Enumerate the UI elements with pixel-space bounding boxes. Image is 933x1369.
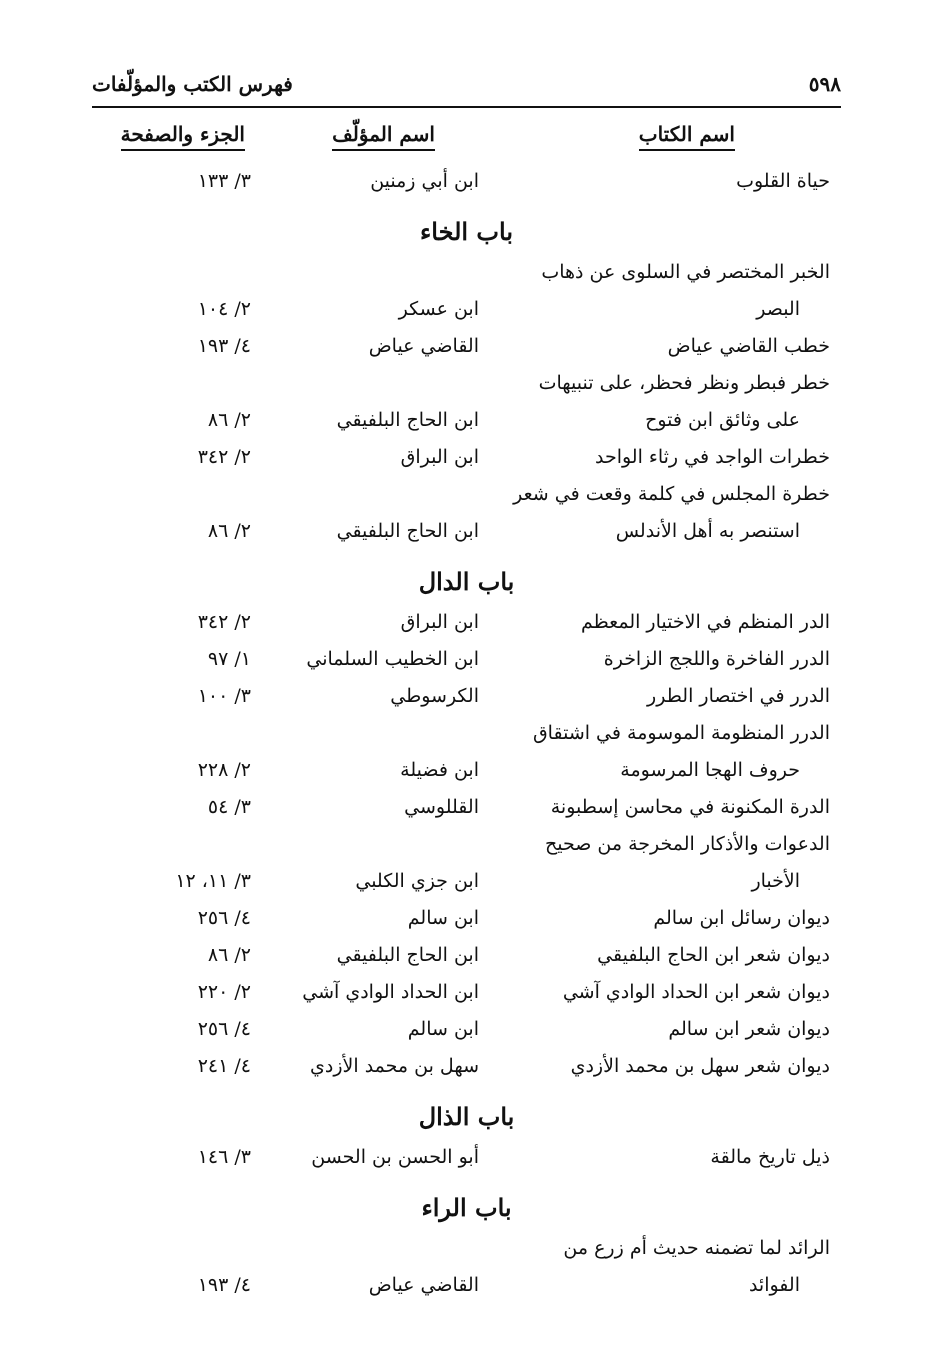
author-name: القاضي عياض — [368, 1274, 479, 1296]
author-name: ابن سالم — [407, 907, 479, 929]
book-title: الدر المنظم في الاختيار المعظم — [580, 611, 830, 633]
book-title: خطر فبطر ونظر فحظر، على تنبيهات — [538, 372, 830, 394]
book-title: حروف الهجا المرسومة — [620, 759, 800, 781]
section-heading: باب الخاء — [419, 217, 513, 246]
index-entry-row — [0, 794, 933, 831]
author-name: سهل بن محمد الأزدي — [310, 1055, 479, 1077]
volume-page: ٢/ ٢٢٠ — [197, 981, 251, 1003]
author-name: الكرسوطي — [390, 685, 479, 707]
index-entry-row — [0, 296, 933, 333]
volume-page: ٢/ ٨٦ — [207, 409, 251, 431]
index-entry-row — [0, 1016, 933, 1053]
index-entry-row — [0, 1272, 933, 1309]
column-header-author: اسم المؤلّف — [332, 122, 435, 151]
author-name: ابن جزي الكلبي — [355, 870, 479, 892]
book-title: الأخبار — [751, 870, 800, 892]
book-title: خطرات الواجد في رثاء الواحد — [594, 446, 830, 468]
volume-page: ١/ ٩٧ — [207, 648, 251, 670]
book-title: ذيل تاريخ مالقة — [710, 1146, 830, 1168]
volume-page: ٢/ ١٠٤ — [197, 298, 251, 320]
volume-page: ٣/ ١٠٠ — [197, 685, 251, 707]
volume-page: ٢/ ٣٤٢ — [197, 611, 251, 633]
volume-page: ٣/ ١٤٦ — [197, 1146, 251, 1168]
book-title: استنصر به أهل الأندلس — [615, 520, 800, 542]
section-heading: باب الراء — [421, 1193, 512, 1222]
volume-page: ٢/ ٨٦ — [207, 944, 251, 966]
index-entry-row — [0, 942, 933, 979]
book-title: على وثائق ابن فتوح — [645, 409, 800, 431]
index-entry-row — [0, 481, 933, 518]
author-name: ابن الخطيب السلماني — [306, 648, 479, 670]
index-entry-row — [0, 518, 933, 555]
book-title: ديوان شعر ابن سالم — [668, 1018, 830, 1040]
book-title: ديوان رسائل ابن سالم — [653, 907, 830, 929]
volume-page: ٢/ ٢٢٨ — [197, 759, 251, 781]
book-title: حياة القلوب — [736, 170, 830, 192]
section-heading: باب الدال — [418, 567, 515, 596]
index-entry-row — [0, 1144, 933, 1181]
book-title: ديوان شعر ابن الحاج البلفيقي — [597, 944, 830, 966]
book-title: الرائد لما تضمنه حديث أم زرع من — [563, 1237, 830, 1259]
index-entry-row — [0, 757, 933, 794]
running-title: فهرس الكتب والمؤلّفات — [92, 72, 293, 96]
index-entry-row — [0, 979, 933, 1016]
book-title: الدرة المكنونة في محاسن إسطبونة — [550, 796, 830, 818]
author-name: ابن أبي زمنين — [370, 170, 479, 192]
volume-page: ٣/ ٥٤ — [207, 796, 251, 818]
index-entry-row — [0, 333, 933, 370]
book-title: ديوان شعر سهل بن محمد الأزدي — [570, 1055, 830, 1077]
running-head — [92, 72, 841, 106]
index-entry-row — [0, 868, 933, 905]
index-entry-row — [0, 646, 933, 683]
author-name: ابن الحاج البلفيقي — [336, 409, 479, 431]
book-title: الدرر المنظومة الموسومة في اشتقاق — [532, 722, 830, 744]
index-entry-row — [0, 370, 933, 407]
index-entry-row — [0, 720, 933, 757]
book-title: الفوائد — [748, 1274, 800, 1296]
index-entry-row — [0, 259, 933, 296]
index-entry-row — [0, 683, 933, 720]
index-entry-row — [0, 444, 933, 481]
volume-page: ٣/ ١٣٣ — [197, 170, 251, 192]
column-header-page: الجزء والصفحة — [121, 122, 245, 151]
index-entry-row — [0, 831, 933, 868]
volume-page: ٤/ ٢٤١ — [197, 1055, 251, 1077]
book-title: الخبر المختصر في السلوى عن ذهاب — [541, 261, 830, 283]
volume-page: ٣/ ١١، ١٢ — [175, 870, 251, 892]
book-title: ديوان شعر ابن الحداد الوادي آشي — [562, 981, 830, 1003]
index-entry-row — [0, 1235, 933, 1272]
volume-page: ٢/ ٨٦ — [207, 520, 251, 542]
volume-page: ٤/ ١٩٣ — [197, 1274, 251, 1296]
book-title: الدعوات والأذكار المخرجة من صحيح — [544, 833, 830, 855]
author-name: ابن الحاج البلفيقي — [336, 520, 479, 542]
author-name: ابن فضيلة — [400, 759, 479, 781]
page-number: ٥٩٨ — [808, 72, 841, 96]
author-name: ابن عسكر — [398, 298, 479, 320]
column-header-book: اسم الكتاب — [639, 122, 735, 151]
author-name: ابن الحداد الوادي آشي — [302, 981, 479, 1003]
author-name: القاضي عياض — [368, 335, 479, 357]
book-title: الدرر الفاخرة واللجج الزاخرة — [603, 648, 830, 670]
index-entry-row — [0, 905, 933, 942]
author-name: أبو الحسن بن الحسن — [311, 1146, 479, 1168]
author-name: ابن الحاج البلفيقي — [336, 944, 479, 966]
index-entry-row — [0, 609, 933, 646]
author-name: ابن سالم — [407, 1018, 479, 1040]
book-title: البصر — [756, 298, 800, 320]
author-name: ابن البراق — [400, 446, 479, 468]
index-body — [0, 168, 933, 1309]
header-rule — [92, 106, 841, 108]
index-entry-row — [0, 168, 933, 205]
index-entry-row — [0, 407, 933, 444]
section-heading: باب الذال — [418, 1102, 515, 1131]
index-entry-row — [0, 1053, 933, 1090]
author-name: ابن البراق — [400, 611, 479, 633]
book-title: خطرة المجلس في كلمة وقعت في شعر — [513, 483, 830, 505]
author-name: القللوسي — [404, 796, 479, 818]
column-headers — [0, 122, 933, 162]
book-title: خطب القاضي عياض — [667, 335, 830, 357]
volume-page: ٤/ ٢٥٦ — [197, 1018, 251, 1040]
volume-page: ٤/ ١٩٣ — [197, 335, 251, 357]
volume-page: ٤/ ٢٥٦ — [197, 907, 251, 929]
volume-page: ٢/ ٣٤٢ — [197, 446, 251, 468]
book-title: الدرر في اختصار الطرر — [647, 685, 830, 707]
